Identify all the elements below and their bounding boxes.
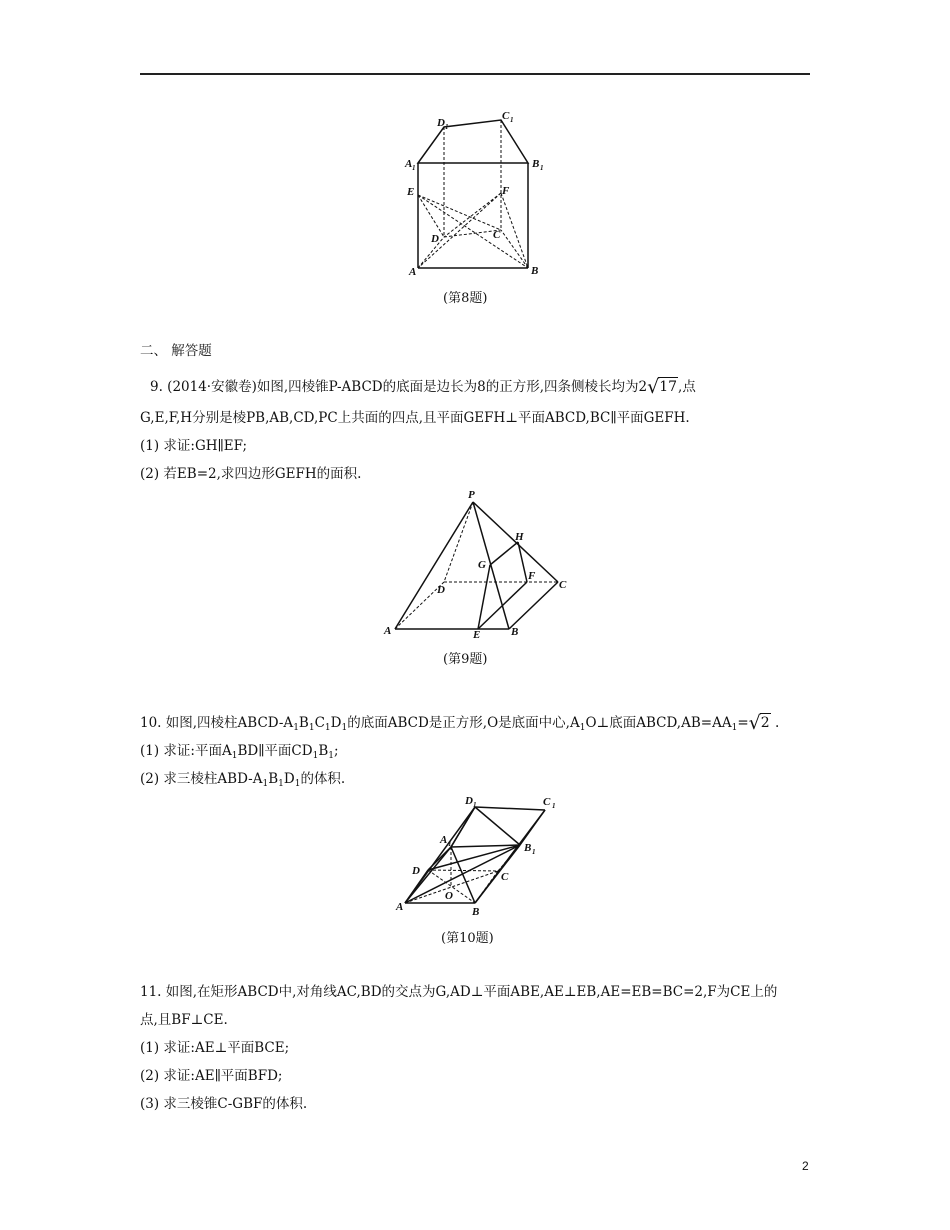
q9-part-1: (1) 求证:GH∥EF; — [140, 438, 248, 454]
q10-sub-2: 1 — [308, 723, 315, 733]
label-F: F — [502, 185, 510, 197]
label-A1: A — [405, 158, 413, 170]
q9-line-1 — [150, 376, 696, 396]
q10-part-1: (1) 求证:平面$A_1BD\parallel$平面$CD_1B_1$; — [140, 743, 339, 761]
figure-10-caption: (第10题) — [441, 931, 494, 946]
header-rule — [140, 73, 810, 75]
q10-p2-sub-3: 1 — [294, 779, 301, 789]
q10-sub-6: 1 — [731, 723, 738, 733]
label-C1-sub: 1 — [510, 116, 514, 124]
q10-part-2 — [140, 770, 345, 790]
q10-sub-3: 1 — [324, 723, 331, 733]
label-A1-sub: 1 — [412, 164, 416, 172]
label-A1: A — [440, 834, 448, 846]
q10-p1-sub-2: 1 — [312, 751, 319, 761]
q10-text-end: . — [774, 715, 780, 731]
figure-8-caption: (第8题) — [443, 291, 488, 306]
q10-text-c: C — [314, 715, 325, 731]
q11-line-1: 11. 如图,在矩形ABCD中,对角线AC,BD的交点为G,AD⊥平面ABE,AE⊥EB,AE=EB=BC=2,F为CE上的 — [140, 984, 778, 1000]
q9-line-1-post: ,点 — [678, 379, 696, 395]
q9-sqrt: √17 — [647, 376, 678, 398]
figure-8-diagram — [400, 110, 550, 280]
q10-sub-1: 1 — [293, 723, 299, 733]
figure-10-diagram — [395, 793, 570, 923]
label-D: D — [437, 584, 445, 596]
q10-text-b: B — [298, 715, 309, 731]
q10-p1-sub-3: 1 — [328, 751, 334, 761]
label-B: B — [472, 906, 480, 918]
label-G: G — [478, 559, 486, 571]
label-O: O — [445, 890, 453, 902]
label-B: B — [511, 626, 519, 638]
q9-line-1-pre: 9. (2014·安徽卷)如图,四棱锥P-ABCD的底面是边长为8的正方形,四条侧棱长均为2 — [150, 379, 648, 395]
q10-text-f: O⊥底面ABCD,AB=AA — [585, 715, 732, 731]
figure-9-caption: (第9题) — [443, 652, 488, 667]
label-D1-sub: 1 — [445, 123, 449, 131]
label-D1-sub: 1 — [473, 801, 477, 809]
label-B1: B — [524, 842, 532, 854]
label-A: A — [396, 901, 404, 913]
q10-p1-b: BD∥平面CD — [237, 743, 313, 759]
label-F: F — [528, 570, 536, 582]
q10-sqrt-value: 2 — [760, 715, 770, 731]
figure-9 — [380, 488, 580, 643]
label-D: D — [431, 233, 439, 245]
label-E: E — [473, 629, 481, 641]
q10-text-e: 的底面ABCD是正方形,O是底面中心,A — [347, 715, 580, 731]
label-D1: D — [437, 117, 445, 129]
label-A: A — [409, 266, 417, 278]
q10-p2-sub-1: 1 — [262, 779, 269, 789]
q10-sqrt: √2 — [748, 712, 770, 734]
section-title: 二、 解答题 — [140, 343, 212, 359]
label-C: C — [559, 579, 567, 591]
label-B1-sub: 1 — [532, 848, 536, 856]
label-B: B — [531, 265, 539, 277]
q10-p2-b: B — [268, 771, 279, 787]
q10-p1-c: B — [318, 743, 329, 759]
figure-9-diagram — [380, 488, 580, 643]
label-B1-sub: 1 — [540, 164, 544, 172]
page-number: 2 — [802, 1159, 809, 1173]
q11-line-2: 点,且BF⊥CE. — [140, 1012, 228, 1028]
q9-part-2: (2) 若EB=2,求四边形GEFH的面积. — [140, 466, 362, 482]
label-C1: C — [502, 110, 510, 122]
q10-p1-sub-1: 1 — [231, 751, 238, 761]
q11-part-3: (3) 求三棱锥C-GBF的体积. — [140, 1096, 308, 1112]
q10-p1-a: (1) 求证:平面A — [140, 743, 232, 759]
q10-sub-4: 1 — [341, 723, 348, 733]
q10-line-1 — [140, 712, 779, 734]
label-P: P — [468, 489, 475, 501]
label-A: A — [384, 625, 392, 637]
q9-line-2: G,E,F,H分别是棱PB,AB,CD,PC上共面的四点,且平面GEFH⊥平面ABCD,BC∥平面GEFH. — [140, 410, 690, 426]
figure-10 — [395, 793, 570, 923]
label-H: H — [515, 531, 524, 543]
figure-8 — [400, 110, 550, 280]
q10-text-a: 10. 如图,四棱柱ABCD-A — [140, 715, 294, 731]
label-D1: D — [465, 795, 473, 807]
label-B1: B — [532, 158, 540, 170]
q10-text-d: D — [330, 715, 342, 731]
label-D: D — [412, 865, 420, 877]
q11-part-1: (1) 求证:AE⊥平面BCE; — [140, 1040, 290, 1056]
label-E: E — [407, 186, 415, 198]
label-C1: C — [543, 796, 551, 808]
label-C: C — [493, 229, 501, 241]
q9-sqrt-value: 17 — [659, 379, 678, 395]
q10-sub-5: 1 — [579, 723, 586, 733]
q10-text-g: = — [737, 715, 749, 731]
q10-p2-c: D — [283, 771, 295, 787]
q10-p2-d: 的体积. — [300, 771, 346, 787]
q10-p2-a: (2) 求三棱柱ABD-A — [140, 771, 263, 787]
q10-p2-sub-2: 1 — [278, 779, 284, 789]
label-A1-sub: 1 — [448, 840, 452, 848]
q11-part-2: (2) 求证:AE∥平面BFD; — [140, 1068, 283, 1084]
label-C1-sub: 1 — [552, 802, 556, 810]
label-C: C — [501, 871, 509, 883]
